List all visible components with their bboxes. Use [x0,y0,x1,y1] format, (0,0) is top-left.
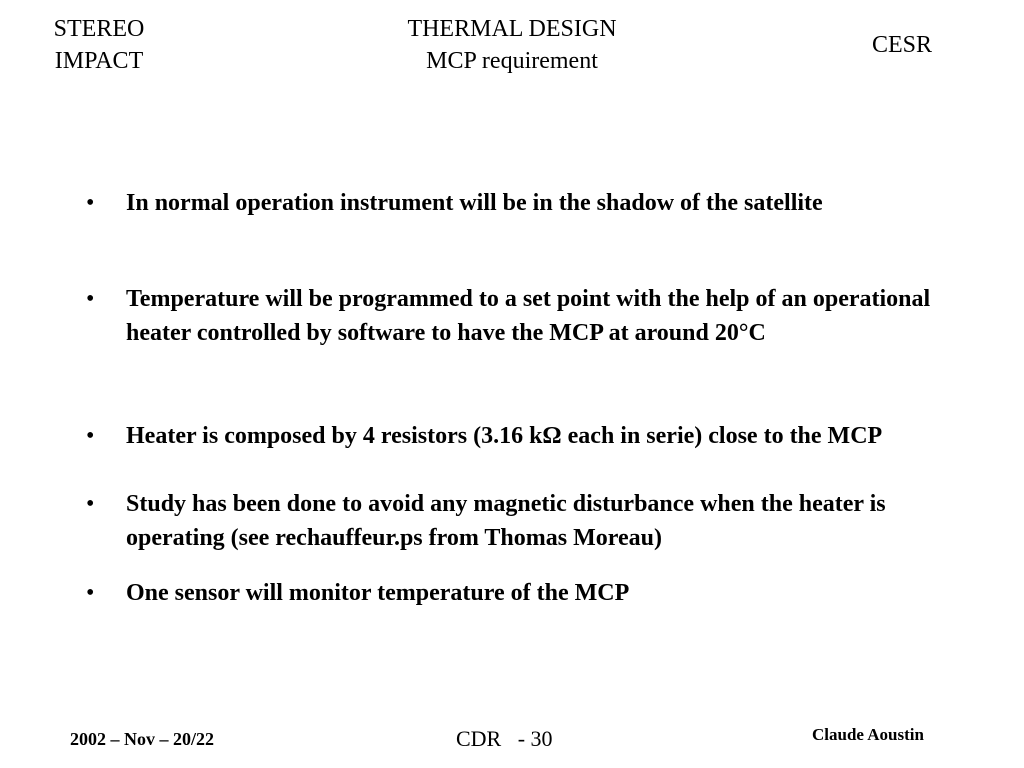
bullet-marker: • [86,423,95,449]
bullet-text: Temperature will be programmed to a set point with the help of an operational heater controlled by software to have the MCP at around 20°C [126,286,931,346]
list-item [86,186,946,220]
slide-title-main: THERMAL DESIGN [407,16,617,42]
instrument-name: IMPACT [54,48,144,74]
bullet-marker: • [86,286,95,312]
bullet-text: In normal operation instrument will be in the shadow of the satellite [126,190,823,216]
slide-title-sub: MCP requirement [426,48,598,74]
list-item [86,576,946,610]
bullet-marker: • [86,190,95,216]
bullet-marker: • [86,580,95,606]
footer-page-number: CDR - 30 [456,726,553,751]
bullet-text: Heater is composed by 4 resistors (3.16 kΩ each in serie) close to the MCP [126,423,883,449]
bullet-text: One sensor will monitor temperature of the MCP [126,580,630,606]
footer-author: Claude Aoustin [812,725,924,744]
organization-label: CESR [872,32,933,58]
bullet-text: Study has been done to avoid any magnetic disturbance when the heater is operating (see rechauffeur.ps from Thomas Moreau) [126,491,886,551]
list-item [86,419,946,453]
project-name: STEREO [53,16,145,42]
footer-date: 2002 – Nov – 20/22 [70,729,214,749]
bullet-marker: • [86,491,95,517]
list-item [86,487,946,555]
list-item [86,282,946,350]
